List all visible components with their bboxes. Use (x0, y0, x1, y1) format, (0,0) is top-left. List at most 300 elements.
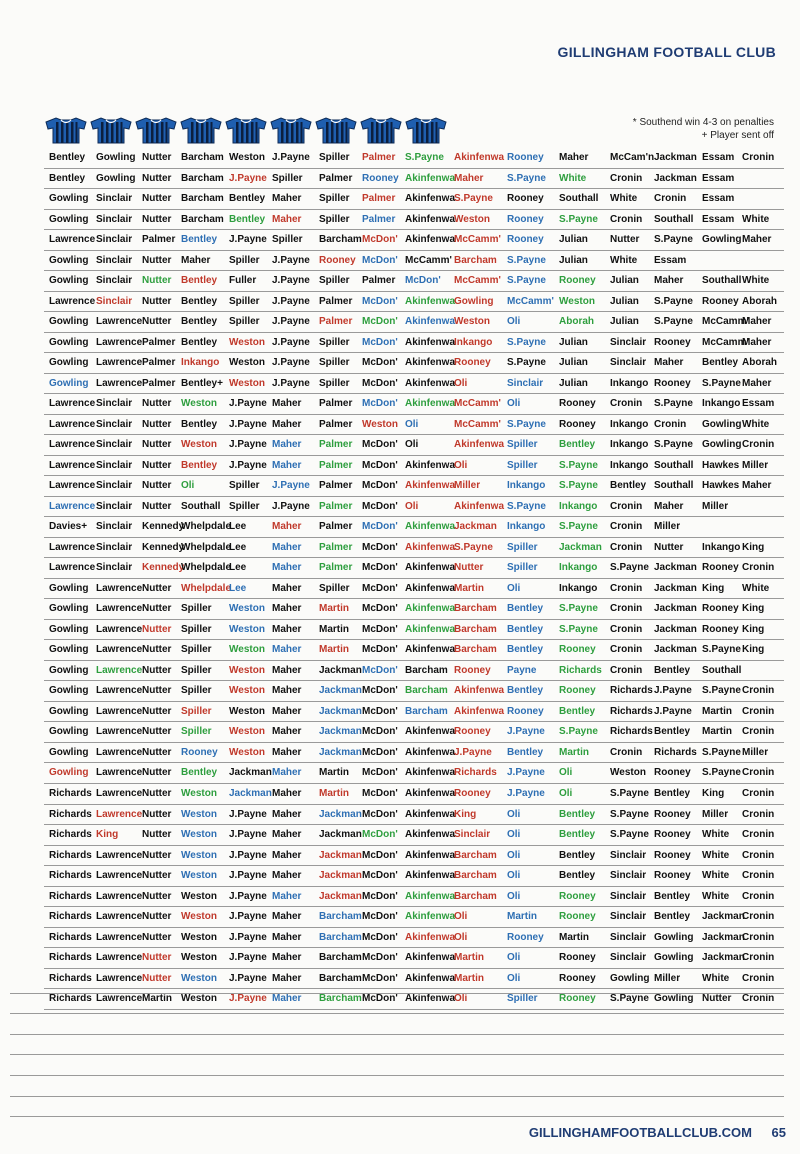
player-name: Akinfenwa (454, 500, 505, 512)
player-name: S.Payne (559, 459, 598, 471)
player-name: Jackman (229, 787, 272, 799)
player-name: Maher (181, 254, 211, 266)
table-row (44, 763, 784, 784)
player-name: Julian (610, 275, 639, 287)
player-name: Richards (454, 767, 497, 779)
player-name: Julian (559, 336, 588, 348)
player-name: Weston (181, 398, 217, 410)
player-name: Inkango (702, 398, 741, 410)
table-row (44, 538, 784, 559)
player-name: Palmer (362, 275, 396, 287)
player-name: Jackman (654, 562, 697, 574)
table-row (44, 333, 784, 354)
player-name: Maher (272, 705, 302, 717)
player-name: Maher (742, 336, 772, 348)
player-name: J.Payne (272, 480, 310, 492)
player-name: Bentley (229, 213, 266, 225)
player-name: Cronin (610, 213, 643, 225)
player-name: Lawrence (96, 664, 143, 676)
player-name: Akinfenwa (405, 972, 456, 984)
player-name: Gowling (654, 993, 694, 1005)
player-name: Barcham (454, 644, 497, 656)
player-name: Maher (272, 787, 302, 799)
player-name: McDon' (362, 952, 398, 964)
table-row (44, 517, 784, 538)
player-name: S.Payne (507, 418, 546, 430)
player-name: Spiller (319, 377, 350, 389)
player-name: Richards (559, 664, 602, 676)
player-name: Bentley (559, 439, 596, 451)
player-name: Lawrence (96, 726, 143, 738)
player-name: McCamm' (454, 398, 501, 410)
player-name: Palmer (319, 459, 353, 471)
player-name: Inkango (507, 480, 546, 492)
player-name: Jackman (654, 603, 697, 615)
player-name: Barcham (405, 705, 448, 717)
table-row (44, 620, 784, 641)
player-name: Gowling (49, 275, 89, 287)
player-name: Spiller (229, 254, 260, 266)
player-name: Nutter (610, 234, 640, 246)
player-name: Miller (742, 459, 769, 471)
player-name: Maher (272, 972, 302, 984)
player-name: Davies+ (49, 521, 88, 533)
player-name: Gowling (702, 234, 742, 246)
player-name: Cronin (610, 582, 643, 594)
player-name: Maher (272, 911, 302, 923)
table-row (44, 702, 784, 723)
player-name: Jackman (654, 644, 697, 656)
player-name: S.Payne (702, 644, 741, 656)
player-name: Weston (181, 808, 217, 820)
player-name: Oli (559, 787, 573, 799)
player-name: Oli (507, 829, 521, 841)
player-name: Bentley (507, 644, 544, 656)
player-name: McDon' (362, 316, 398, 328)
striped-shirt-icon (224, 116, 268, 144)
player-name: Gowling (96, 172, 136, 184)
player-name: Maher (272, 541, 302, 553)
player-name: Oli (454, 459, 468, 471)
player-name: Spiller (181, 705, 212, 717)
player-name: Akinfenwa (405, 890, 456, 902)
player-name: Lawrence (49, 459, 96, 471)
player-name: McDon' (362, 705, 398, 717)
player-name: Gowling (702, 418, 742, 430)
player-name: Akinfenwa (405, 316, 456, 328)
player-name: McDon' (362, 972, 398, 984)
player-name: J.Payne (229, 439, 267, 451)
player-name: Richards (49, 870, 92, 882)
footer-website: GILLINGHAMFOOTBALLCLUB.COM (528, 1125, 752, 1140)
player-name: Akinfenwa (405, 931, 456, 943)
player-name: Southall (702, 275, 742, 287)
player-name: Jackman (319, 685, 362, 697)
player-name: Nutter (142, 931, 172, 943)
player-name: Spiller (181, 603, 212, 615)
player-name: McDon' (362, 398, 398, 410)
player-name: Payne (507, 664, 537, 676)
player-name: McDon' (362, 295, 398, 307)
player-name: Spiller (507, 993, 538, 1005)
player-name: Sinclair (96, 439, 133, 451)
sent-off-note: + Player sent off (701, 130, 774, 141)
player-name: White (742, 275, 770, 287)
player-name: Weston (454, 213, 490, 225)
player-name: S.Payne (454, 541, 493, 553)
player-name: Spiller (319, 582, 350, 594)
player-name: White (742, 213, 770, 225)
player-name: Akinfenwa (405, 623, 456, 635)
table-row (44, 251, 784, 272)
player-name: Weston (181, 911, 217, 923)
player-name: Sinclair (96, 541, 133, 553)
player-name: Lawrence (96, 787, 143, 799)
player-name: Jackman (319, 829, 362, 841)
player-name: McDon' (362, 254, 398, 266)
player-name: S.Payne (559, 213, 598, 225)
player-name: Julian (559, 357, 588, 369)
player-name: S.Payne (654, 439, 693, 451)
player-name: Gowling (49, 685, 89, 697)
player-name: J.Payne (229, 890, 267, 902)
player-name: Palmer (319, 439, 353, 451)
player-name: Cronin (610, 521, 643, 533)
player-name: J.Payne (272, 500, 310, 512)
player-name: S.Payne (507, 275, 546, 287)
player-name: Akinfenwa (405, 357, 456, 369)
player-name: Sinclair (507, 377, 544, 389)
player-name: Akinfenwa (405, 172, 456, 184)
player-name: Martin (319, 623, 349, 635)
player-name: Spiller (181, 685, 212, 697)
player-name: S.Payne (454, 193, 493, 205)
player-name: Cronin (610, 172, 643, 184)
player-name: Maher (742, 234, 772, 246)
table-row (44, 374, 784, 395)
player-name: Akinfenwa (405, 787, 456, 799)
player-name: Bentley+ (181, 377, 223, 389)
player-name: King (742, 623, 765, 635)
player-name: Cronin (742, 562, 775, 574)
player-name: Akinfenwa (405, 808, 456, 820)
player-name: S.Payne (559, 480, 598, 492)
player-name: Weston (181, 952, 217, 964)
player-name: Palmer (142, 357, 176, 369)
player-name: Palmer (319, 398, 353, 410)
player-name: Julian (610, 316, 639, 328)
table-row (44, 887, 784, 908)
player-name: Gowling (49, 336, 89, 348)
player-name: Miller (702, 808, 729, 820)
player-name: J.Payne (507, 726, 545, 738)
player-name: Lawrence (49, 418, 96, 430)
player-name: Barcham (405, 685, 448, 697)
player-name: Barcham (454, 849, 497, 861)
player-name: S.Payne (507, 357, 546, 369)
player-name: Cronin (610, 623, 643, 635)
table-row (44, 928, 784, 949)
player-name: Bentley (181, 418, 218, 430)
player-name: Martin (319, 767, 349, 779)
player-name: Martin (454, 972, 484, 984)
player-name: J.Payne (229, 418, 267, 430)
player-name: Cronin (742, 972, 775, 984)
player-name: Fuller (229, 275, 257, 287)
player-name: Weston (229, 746, 265, 758)
player-name: Spiller (319, 152, 350, 163)
player-name: J.Payne (654, 685, 692, 697)
player-name: Cronin (742, 952, 775, 964)
player-name: Inkango (702, 541, 741, 553)
player-name: Weston (229, 336, 265, 348)
player-name: Nutter (142, 254, 172, 266)
player-name: Nutter (142, 398, 172, 410)
player-name: Lee (229, 562, 247, 574)
player-name: Akinfenwa (405, 398, 456, 410)
player-name: Maher (272, 193, 302, 205)
striped-shirt-icon (359, 116, 403, 144)
player-name: J.Payne (654, 705, 692, 717)
player-name: Jackman (454, 521, 497, 533)
player-name: Spiller (181, 726, 212, 738)
player-name: Inkango (507, 521, 546, 533)
player-name: Akinfenwa (405, 213, 456, 225)
player-name: Weston (229, 726, 265, 738)
striped-shirt-icon (134, 116, 178, 144)
striped-shirt-icon (314, 116, 358, 144)
player-name: S.Payne (507, 172, 546, 184)
player-name: Bentley (507, 623, 544, 635)
player-name: Maher (272, 829, 302, 841)
player-name: McDon' (362, 849, 398, 861)
player-name: Maher (742, 377, 772, 389)
player-name: Nutter (142, 972, 172, 984)
player-name: Barcham (454, 870, 497, 882)
player-name: Sinclair (96, 193, 133, 205)
player-name: McDon' (362, 603, 398, 615)
player-name: Akinfenwa (405, 562, 456, 574)
player-name: McDon' (362, 541, 398, 553)
player-name: Nutter (142, 459, 172, 471)
player-name: Spiller (507, 439, 538, 451)
player-name: Maher (654, 500, 684, 512)
player-name: King (742, 541, 765, 553)
player-name: Lawrence (96, 582, 143, 594)
player-name: J.Payne (454, 746, 492, 758)
player-name: Spiller (507, 459, 538, 471)
player-name: Barcham (319, 993, 362, 1005)
player-name: Lee (229, 521, 247, 533)
player-name: Maher (272, 931, 302, 943)
ruled-line (10, 1076, 784, 1097)
player-name: S.Payne (405, 152, 444, 163)
player-name: Richards (49, 993, 92, 1005)
player-name: McCamm' (454, 234, 501, 246)
player-name: Bentley (181, 295, 218, 307)
player-name: Akinfenwa (405, 911, 456, 923)
player-name: Southall (654, 480, 694, 492)
player-name: Maher (272, 808, 302, 820)
player-name: J.Payne (229, 398, 267, 410)
player-name: Whelpdale (181, 582, 232, 594)
blank-ruled-lines (10, 973, 784, 1117)
ruled-line (10, 1035, 784, 1056)
player-name: Oli (507, 870, 521, 882)
player-name: J.Payne (229, 952, 267, 964)
player-name: Sinclair (610, 890, 647, 902)
table-row (44, 805, 784, 826)
player-name: Cronin (610, 603, 643, 615)
player-name: Maher (742, 316, 772, 328)
player-name: Maher (272, 418, 302, 430)
player-name: Akinfenwa (405, 993, 456, 1005)
player-name: S.Payne (702, 767, 741, 779)
player-name: Rooney (507, 234, 544, 246)
player-name: Inkango (559, 562, 598, 574)
player-name: S.Payne (702, 685, 741, 697)
player-name: Maher (559, 152, 589, 163)
player-name: Rooney (702, 295, 739, 307)
table-row (44, 210, 784, 231)
player-name: McDon' (362, 521, 398, 533)
player-name: Barcham (454, 890, 497, 902)
player-name: J.Payne (272, 295, 310, 307)
player-name: Barcham (319, 952, 362, 964)
player-name: McDon' (362, 664, 398, 676)
player-name: S.Payne (654, 316, 693, 328)
player-name: Martin (319, 603, 349, 615)
player-name: McDon' (362, 829, 398, 841)
player-name: Nutter (142, 152, 172, 163)
player-name: Nutter (142, 582, 172, 594)
player-name: Weston (229, 664, 265, 676)
player-name: Nutter (142, 787, 172, 799)
player-name: Oli (507, 890, 521, 902)
player-name: Palmer (142, 377, 176, 389)
player-name: Maher (272, 664, 302, 676)
striped-shirt-icon (404, 116, 448, 144)
player-name: Cronin (742, 685, 775, 697)
player-name: Bentley (181, 316, 218, 328)
player-name: Cronin (742, 890, 775, 902)
player-name: Lawrence (96, 603, 143, 615)
player-name: Spiller (272, 234, 303, 246)
player-name: S.Payne (610, 808, 649, 820)
player-name: Jackman (319, 705, 362, 717)
player-name: McDon' (362, 357, 398, 369)
table-row (44, 415, 784, 436)
player-name: Lawrence (96, 931, 143, 943)
player-name: Nutter (142, 849, 172, 861)
player-name: Nutter (142, 870, 172, 882)
ruled-line (10, 1097, 784, 1118)
player-name: J.Payne (507, 787, 545, 799)
player-name: Oli (507, 316, 521, 328)
player-name: Sinclair (96, 213, 133, 225)
player-name: Oli (454, 993, 468, 1005)
player-name: Sinclair (610, 952, 647, 964)
player-name: Spiller (507, 562, 538, 574)
player-name: Lawrence (49, 398, 96, 410)
player-name: Cronin (742, 767, 775, 779)
player-name: McDon' (362, 623, 398, 635)
player-name: Nutter (142, 623, 172, 635)
table-row (44, 353, 784, 374)
penalties-note: * Southend win 4-3 on penalties (632, 117, 774, 128)
player-name: Sinclair (96, 418, 133, 430)
player-name: Sinclair (610, 849, 647, 861)
player-name: Barcham (405, 664, 448, 676)
player-name: Gowling (454, 295, 494, 307)
player-name: Sinclair (454, 829, 491, 841)
player-name: Rooney (454, 787, 491, 799)
player-name: Bentley (49, 172, 86, 184)
striped-shirt-icon (179, 116, 223, 144)
player-name: Essam (702, 213, 735, 225)
player-name: Weston (181, 931, 217, 943)
page-header-title: GILLINGHAM FOOTBALL CLUB (557, 44, 776, 60)
player-name: Akinfenwa (405, 521, 456, 533)
player-name: Nutter (142, 664, 172, 676)
player-name: Hawkes (702, 459, 740, 471)
player-name: Bentley (559, 705, 596, 717)
player-name: J.Payne (272, 336, 310, 348)
player-name: Maher (272, 398, 302, 410)
player-name: Jackman (654, 152, 697, 163)
player-name: Cronin (742, 993, 775, 1005)
player-name: J.Payne (229, 459, 267, 471)
player-name: Barcham (181, 152, 224, 163)
player-name: Bentley (654, 890, 691, 902)
lineup-table (44, 148, 784, 1010)
player-name: White (559, 172, 587, 184)
player-name: Weston (229, 644, 265, 656)
player-name: Rooney (507, 152, 544, 163)
player-name: King (742, 644, 765, 656)
ruled-line (10, 994, 784, 1015)
player-name: Martin (454, 582, 484, 594)
player-name: Rooney (507, 213, 544, 225)
player-name: Palmer (362, 213, 396, 225)
player-name: Julian (559, 377, 588, 389)
player-name: S.Payne (559, 623, 598, 635)
player-name: Maher (272, 767, 302, 779)
player-name: Weston (181, 993, 217, 1005)
player-name: Maher (272, 582, 302, 594)
player-name: Maher (454, 172, 484, 184)
player-name: Spiller (229, 480, 260, 492)
player-name: S.Payne (610, 993, 649, 1005)
player-name: Akinfenwa (405, 726, 456, 738)
player-name: Akinfenwa (405, 849, 456, 861)
player-name: Barcham (181, 193, 224, 205)
player-name: Weston (229, 705, 265, 717)
player-name: Lawrence (96, 911, 143, 923)
player-name: Rooney (454, 357, 491, 369)
player-name: Gowling (49, 746, 89, 758)
player-name: Palmer (319, 541, 353, 553)
player-name: Oli (454, 911, 468, 923)
table-row (44, 169, 784, 190)
striped-shirt-icon (89, 116, 133, 144)
player-name: Spiller (319, 336, 350, 348)
player-name: J.Payne (272, 357, 310, 369)
player-name: McDon' (362, 336, 398, 348)
player-name: S.Payne (610, 562, 649, 574)
player-name: Rooney (654, 336, 691, 348)
player-name: Inkango (610, 418, 649, 430)
